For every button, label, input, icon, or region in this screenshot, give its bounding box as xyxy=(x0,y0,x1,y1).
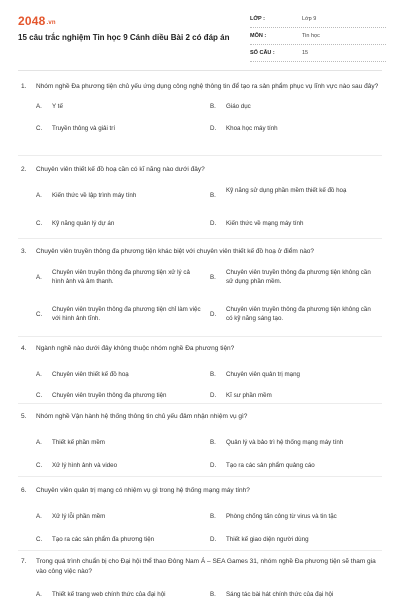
option-letter: A. xyxy=(36,591,42,598)
question-stem: Nhóm nghề Vận hành hệ thống thông tin chủ yếu đảm nhận nhiệm vụ gì? xyxy=(36,413,248,420)
question-4 xyxy=(18,344,382,404)
option-letter: C. xyxy=(36,125,43,132)
meta-value: Lớp 9 xyxy=(302,16,317,22)
option-text: Xử lý hình ảnh và video xyxy=(52,462,118,469)
option-letter: A. xyxy=(36,274,42,281)
option-text: Giáo dục xyxy=(226,103,251,110)
option-text: Kiến thức về mạng máy tính xyxy=(226,220,304,227)
option-text: Chuyên viên truyền thông đa phương tiện xyxy=(52,392,167,399)
options xyxy=(18,263,382,335)
option-text: Y tế xyxy=(52,103,63,110)
option-letter: D. xyxy=(210,392,217,399)
question-stem: Ngành nghề nào dưới đây không thuộc nhóm nghề Đa phương tiện? xyxy=(36,345,235,352)
question-divider xyxy=(18,155,382,156)
question-stem: Chuyên viên quản trị mạng có nhiệm vụ gì trong hệ thống mạng máy tính? xyxy=(36,487,250,494)
option-letter: A. xyxy=(36,513,42,520)
option-text: Phòng chống tấn công từ virus và tin tặc xyxy=(226,513,337,520)
option-text: Chuyên viên truyền thông đa phương tiện xử lý cả hình ảnh và âm thanh. xyxy=(52,269,190,285)
question-divider xyxy=(18,403,382,404)
site-logo[interactable] xyxy=(18,14,56,28)
question-2 xyxy=(18,165,382,237)
question-stem: Nhóm nghề Đa phương tiện chủ yếu ứng dụng công nghệ thông tin để tạo ra sản phẩm phục vụ lĩnh vực nào sau đây? xyxy=(36,83,379,90)
option-text: Kỹ năng quản lý dự án xyxy=(52,220,115,227)
question-divider xyxy=(18,476,382,477)
option-letter: C. xyxy=(36,220,43,227)
option-letter: D. xyxy=(210,536,217,543)
meta-value: Tin học xyxy=(302,33,320,39)
option-text: Thiết kế phần mềm xyxy=(52,439,105,446)
question-5 xyxy=(18,412,382,474)
meta-key: LỚP : xyxy=(250,16,265,22)
option-text: Kỹ năng sử dụng phần mềm thiết kế đồ hoạ xyxy=(226,187,347,194)
option-letter: D. xyxy=(210,220,217,227)
question-7 xyxy=(18,557,382,600)
question-number: 1. xyxy=(21,83,27,90)
option-text: Tạo ra các sản phẩm quảng cáo xyxy=(226,462,315,469)
option-text: Chuyên viên quản trị mạng xyxy=(226,371,300,378)
option-letter: A. xyxy=(36,371,42,378)
question-6 xyxy=(18,486,382,548)
header-divider xyxy=(18,70,382,71)
option-letter: B. xyxy=(210,103,216,110)
option-text: Chuyên viên truyền thông đa phương tiện không cần có kỹ năng sáng tạo. xyxy=(226,306,371,322)
meta-row-grade xyxy=(250,14,386,28)
option-letter: B. xyxy=(210,439,216,446)
question-text xyxy=(18,344,382,354)
option-text: Chuyên viên thiết kế đồ hoạ xyxy=(52,371,129,378)
option-letter: A. xyxy=(36,439,42,446)
option-text: Kĩ sư phần mềm xyxy=(226,392,272,399)
logo-domain: .vn xyxy=(46,20,56,26)
option-text: Truyền thông và giải trí xyxy=(52,125,116,132)
question-stem: Chuyên viên truyền thông đa phương tiện khác biệt với chuyên viên thiết kế đồ hoạ ở điểm nào? xyxy=(36,248,315,255)
question-3 xyxy=(18,247,382,335)
question-text xyxy=(18,82,382,92)
option-letter: C. xyxy=(36,311,43,318)
option-letter: B. xyxy=(210,371,216,378)
option-text: Quản lý và bảo trì hệ thống mạng máy tính xyxy=(226,439,344,446)
question-number: 3. xyxy=(21,248,27,255)
document-header xyxy=(18,14,386,64)
option-letter: A. xyxy=(36,192,42,199)
option-letter: C. xyxy=(36,392,43,399)
question-text xyxy=(18,557,382,577)
option-text: Thiết kế trang web chính thức của đại hội xyxy=(52,591,166,598)
option-text: Thiết kế giao diện người dùng xyxy=(226,536,309,543)
option-text: Kiến thức về lập trình máy tính xyxy=(52,192,137,199)
option-letter: B. xyxy=(210,591,216,598)
question-divider xyxy=(18,238,382,239)
options xyxy=(18,181,382,237)
option-letter: D. xyxy=(210,125,217,132)
options xyxy=(18,502,382,548)
option-text: Sáng tác bài hát chính thức của đại hội xyxy=(226,591,334,598)
question-text xyxy=(18,165,382,175)
options xyxy=(18,360,382,404)
option-letter: B. xyxy=(210,274,216,281)
option-letter: D. xyxy=(210,462,217,469)
question-1 xyxy=(18,82,382,138)
question-text xyxy=(18,412,382,422)
meta-box xyxy=(250,14,386,65)
meta-key: SỐ CÂU : xyxy=(250,50,275,56)
meta-row-subject xyxy=(250,31,386,45)
question-text xyxy=(18,486,382,496)
options xyxy=(18,98,382,138)
options xyxy=(18,583,382,600)
question-number: 2. xyxy=(21,166,27,173)
question-divider xyxy=(18,336,382,337)
option-text: Chuyên viên truyền thông đa phương tiện chỉ làm việc với hình ảnh tĩnh. xyxy=(52,306,201,322)
option-text: Chuyên viên truyền thông đa phương tiện không cần sử dụng phần mềm. xyxy=(226,269,371,285)
question-number: 6. xyxy=(21,487,27,494)
question-number: 5. xyxy=(21,413,27,420)
question-text xyxy=(18,247,382,257)
question-stem: Chuyên viên thiết kế đồ hoạ cần có kĩ năng nào dưới đây? xyxy=(36,166,205,173)
option-text: Xử lý lỗi phần mềm xyxy=(52,513,106,520)
option-letter: C. xyxy=(36,536,43,543)
meta-value: 15 xyxy=(302,50,309,56)
question-stem: Trong quá trình chuẩn bị cho Đại hội thể thao Đông Nam Á – SEA Games 31, nhóm nghề Đa phương tiện sẽ tham gia vào công việc nào? xyxy=(36,558,376,575)
document-title: 15 câu trắc nghiệm Tin học 9 Cánh diều Bài 2 có đáp án xyxy=(18,33,230,42)
option-letter: C. xyxy=(36,462,43,469)
option-letter: B. xyxy=(210,192,216,199)
option-text: Khoa học máy tính xyxy=(226,125,278,132)
option-letter: B. xyxy=(210,513,216,520)
meta-row-count xyxy=(250,48,386,62)
question-divider xyxy=(18,550,382,551)
meta-key: MÔN : xyxy=(250,33,267,39)
option-letter: D. xyxy=(210,311,217,318)
option-text: Tạo ra các sản phẩm đa phương tiện xyxy=(52,536,155,543)
option-letter: A. xyxy=(36,103,42,110)
question-number: 7. xyxy=(21,558,27,565)
question-number: 4. xyxy=(21,345,27,352)
logo-text: 2048 xyxy=(18,14,46,28)
options xyxy=(18,428,382,474)
